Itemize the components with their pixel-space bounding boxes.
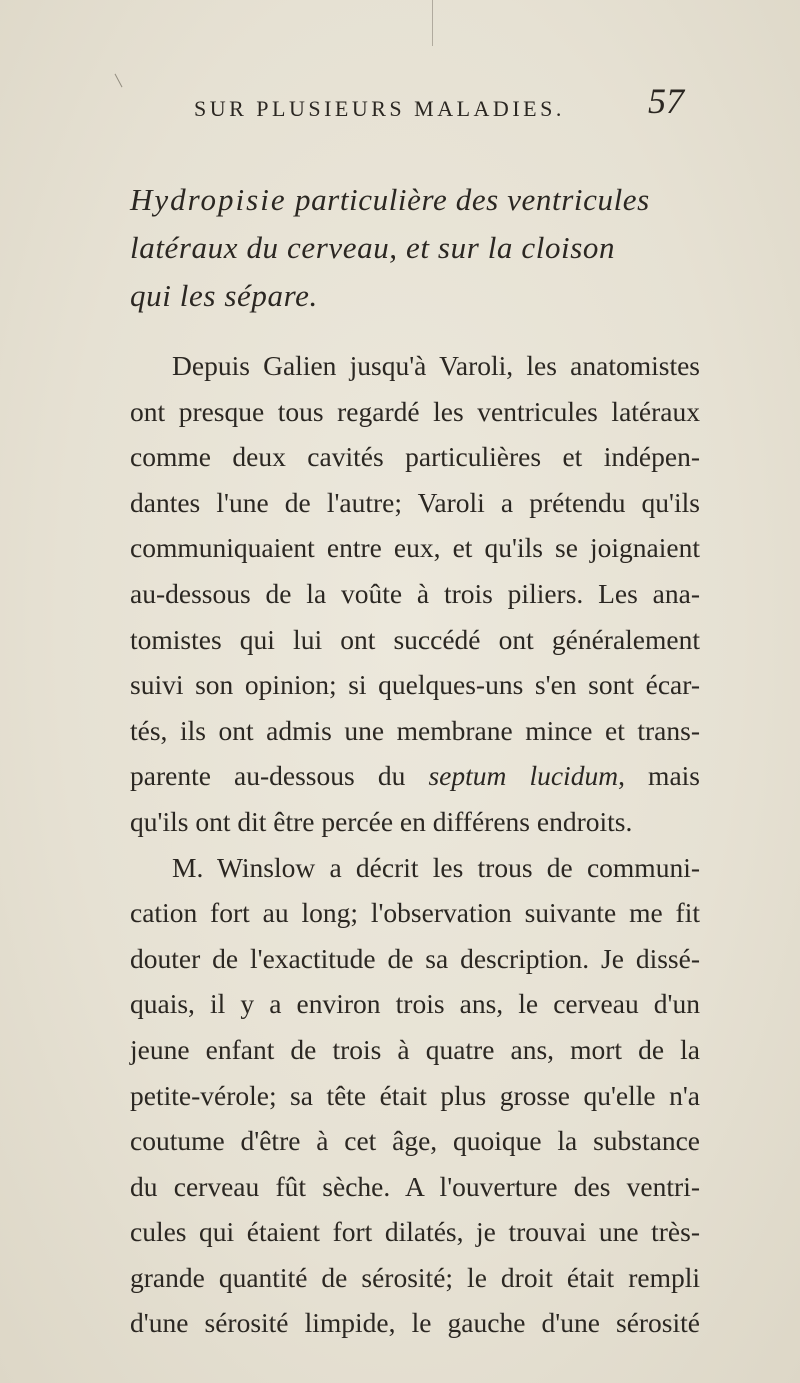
- heading-line-1: [130, 176, 700, 224]
- text-line: ont presque tous regardé les ventricules latéraux: [130, 395, 700, 427]
- text-line: communiquaient entre eux, et qu'ils se joignaient: [130, 532, 700, 564]
- heading-line-3: qui les sépare.: [130, 278, 318, 313]
- text-line: grande quantité de sérosité; le droit était rempli: [130, 1261, 700, 1293]
- text-line: tomistes qui lui ont succédé ont généralement: [130, 623, 700, 655]
- text-line: douter de l'exactitude de sa description. Je dissé-: [130, 942, 700, 974]
- text-line: suivi son opinion; si quelques-uns s'en sont écar-: [130, 669, 700, 701]
- text-line: cules qui étaient fort dilatés, je trouvai une très-: [130, 1216, 700, 1248]
- body-text: [130, 343, 700, 1346]
- text-line: du cerveau fût sèche. A l'ouverture des ventri-: [130, 1170, 700, 1202]
- text-line: Depuis Galien jusqu'à Varoli, les anatomistes: [172, 350, 700, 381]
- page-number: 57: [648, 81, 684, 121]
- running-head: [194, 78, 684, 128]
- text-line: qu'ils ont dit être percée en différens endroits.: [130, 805, 633, 837]
- text-line: petite-vérole; sa tête était plus grosse qu'elle n'a: [130, 1079, 700, 1111]
- heading-line-1-rest: particulière des ventricules: [294, 182, 650, 217]
- text-line: comme deux cavités particulières et indépen-: [130, 441, 700, 473]
- text-line-septum: [130, 753, 700, 799]
- running-title: SUR PLUSIEURS MALADIES.: [194, 96, 565, 121]
- text-line: coutume d'être à cet âge, quoique la substance: [130, 1125, 700, 1157]
- text-line: dantes l'une de l'autre; Varoli a prétendu qu'ils: [130, 486, 700, 518]
- text-line: tés, ils ont admis une membrane mince et trans-: [130, 714, 700, 746]
- septum-before: parente au-dessous du: [130, 760, 429, 792]
- text-line: M. Winslow a décrit les trous de communi-: [172, 851, 700, 883]
- septum-after: , mais: [618, 760, 700, 792]
- paper-crease: [432, 0, 433, 46]
- paper-speck: [115, 74, 123, 88]
- section-heading: [130, 176, 700, 320]
- heading-lead-word: Hydropisie: [130, 182, 287, 217]
- text-line: quais, il y a environ trois ans, le cerveau d'un: [130, 988, 700, 1020]
- septum-lucidum-term: septum lucidum: [428, 760, 619, 792]
- heading-line-2: latéraux du cerveau, et sur la cloison: [130, 230, 616, 265]
- text-line: jeune enfant de trois à quatre ans, mort de la: [130, 1033, 700, 1065]
- text-line: d'une sérosité limpide, le gauche d'une sérosité: [130, 1307, 700, 1339]
- text-line: cation fort au long; l'observation suivante me fit: [130, 897, 700, 929]
- text-line: au-dessous de la voûte à trois piliers. Les ana-: [130, 577, 700, 609]
